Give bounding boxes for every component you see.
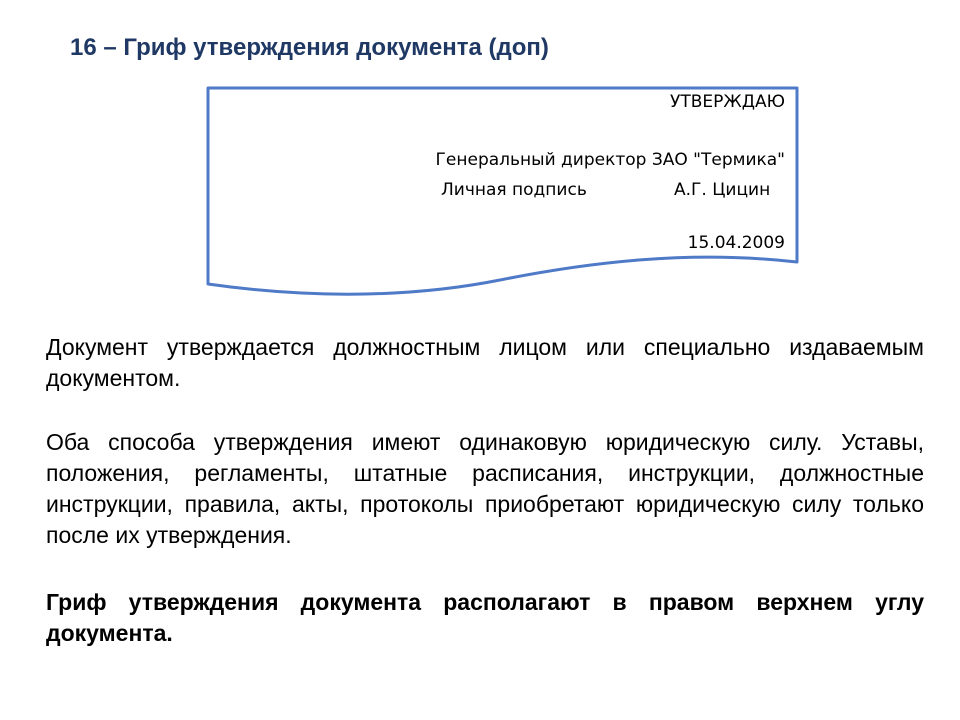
approve-label: УТВЕРЖДАЮ xyxy=(670,92,785,112)
paragraph-stamp-placement: Гриф утверждения документа располагают в правом верхнем углу документа. xyxy=(46,589,924,646)
approval-date: 15.04.2009 xyxy=(687,233,785,253)
slide-title: 16 – Гриф утверждения документа (доп) xyxy=(70,34,549,61)
director-position: Генеральный директор ЗАО "Термика" xyxy=(435,150,785,170)
signature-label: Личная подпись xyxy=(441,180,587,200)
signer-name: А.Г. Цицин xyxy=(674,180,771,200)
paragraph-approval-methods: Документ утверждается должностным лицом или специально издаваемым документом. xyxy=(46,334,924,391)
paragraph-legal-force: Оба способа утверждения имеют одинаковую юридическую силу. Уставы, положения, регламенты, штатные расписания, инструкции, должностные инструкции, правила, акты, протоколы приобретают юридическую силу только после их утверждения. xyxy=(46,429,924,548)
